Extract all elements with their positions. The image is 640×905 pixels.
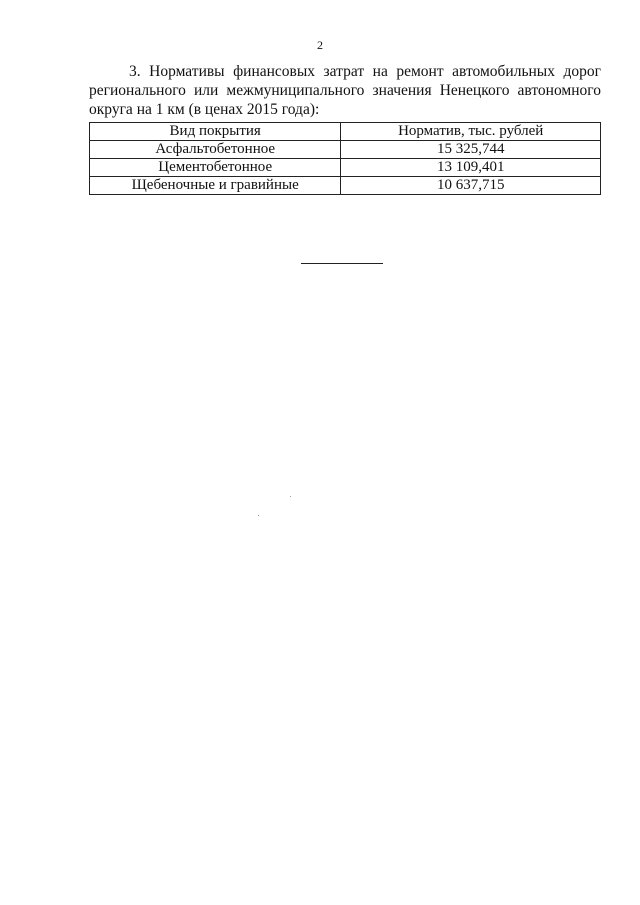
table-row — [90, 177, 601, 195]
scan-speck — [290, 496, 291, 497]
cell-surface-type: Щебеночные и гравийные — [90, 177, 341, 195]
header-surface-type: Вид покрытия — [90, 123, 341, 141]
header-norm-value: Норматив, тыс. рублей — [341, 123, 601, 141]
cell-norm-value: 15 325,744 — [341, 141, 601, 159]
scan-speck — [258, 515, 259, 516]
section-paragraph: 3. Нормативы финансовых затрат на ремонт автомобильных дорог регионального или межмуниципального значения Ненецкого автономного округа на 1 км (в ценах 2015 года): — [89, 63, 601, 118]
table-row — [90, 159, 601, 177]
norms-table — [89, 122, 601, 195]
table-header-row — [90, 123, 601, 141]
end-of-document-rule — [301, 263, 383, 264]
cell-norm-value: 13 109,401 — [341, 159, 601, 177]
page-number: 2 — [317, 38, 323, 52]
table-row — [90, 141, 601, 159]
cell-surface-type: Цементобетонное — [90, 159, 341, 177]
cell-surface-type: Асфальтобетонное — [90, 141, 341, 159]
cell-norm-value: 10 637,715 — [341, 177, 601, 195]
